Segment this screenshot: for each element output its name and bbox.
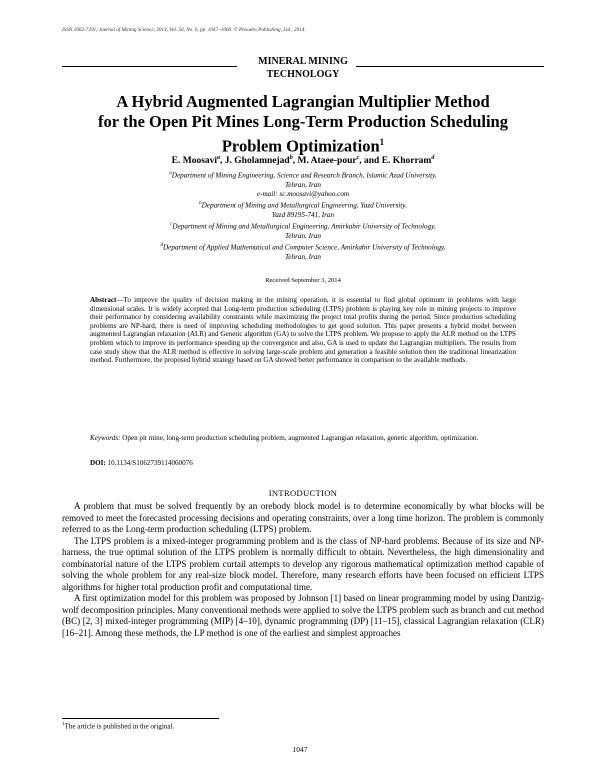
affiliation-b: $^b$Department of Mining and Metallurgical Engineering, Yazd University, xyxy=(199,201,407,210)
page-number: 1047 xyxy=(292,745,308,754)
abstract-label: Abstract xyxy=(90,296,117,304)
section-banner xyxy=(62,55,544,81)
keywords-text: Open pit mine, long-term production scheduling problem, augmented Lagrangian relaxation, genetic algorithm, optimization. xyxy=(122,434,479,442)
footnote-rule xyxy=(62,718,219,719)
paper-title xyxy=(62,92,544,157)
author-name: J. Gholamnejad xyxy=(224,156,290,167)
affiliations: $^a$Department of Mining Engineering, Science and Research Branch, Islamic Azad University, Tehran, Iran e-mail: sc.moosavi@yahoo.com $^b$Department of Mining and Metallurgical Engineering, Yazd University, Yazd 89195-741, Iran $^c$Department of Mining and Metallurgical Engineering, Amirkabir University of Technology, Tehran, Iran $^d$Department of Applied Mathematical and Computer Science, Amirkabir University of Technology, Tehran, Iran xyxy=(62,169,544,262)
author-name: E. Khorram xyxy=(381,156,432,167)
affiliation-a: $^a$Department of Mining Engineering, Science and Research Branch, Islamic Azad University, xyxy=(169,171,437,180)
paragraph: A first optimization model for this problem was proposed by Johnson [1] based on linear programming model by using Dantzig-wolf decomposition principles. Many conventional methods were applied to solve the LTPS problem such as branch and cut method (BC) [2, 3] mixed-integer programming (MIP) [4–10], dynamic programming (DP) [11–15], classical Lagrangian relaxation (CLR) [16–21]. Among these methods, the LP method is one of the earliest and simplest approaches xyxy=(62,593,544,638)
keywords xyxy=(90,434,516,443)
section-heading-introduction: INTRODUCTION xyxy=(268,488,338,498)
author-affil-mark: a xyxy=(217,155,221,161)
abstract-text: —To improve the quality of decision making in the mining operation, it is essential to find global optimum in problems with large dimensional scales. It is widely accepted that Long-term production scheduling (LTPS) problem is playing key role in mining projects to improve their performance by considering availability constraints while maximizing the project total profits during the period. Since production scheduling problems are NP-hard, there is need of improving scheduling methodologies to get good solution. This paper presents a hybrid model between augmented Lagrangian relaxation (ALR) and Genetic algorithm (GA) to solve the LTPS problem. We propose to apply the ALR method on the LTPS problem which to improve its performance speeding up the convergence and also, GA is used to update the Lagrangian multipliers. The results from case study show that the ALR method is effective in solving large-scale problem and generation a feasible solution then the traditional linearization method. Furthermore, the proposed hybrid strategy based on GA showed better performance in comparison to the available methods. xyxy=(90,296,516,365)
abstract xyxy=(90,296,516,365)
doi-label: DOI: xyxy=(90,459,106,467)
author-name: M. Ataee-pour xyxy=(297,156,357,167)
keywords-label: Keywords: xyxy=(90,434,121,442)
title-footnote-mark: 1 xyxy=(379,137,385,147)
section-line-1: MINERAL MINING xyxy=(258,56,348,67)
author-affil-mark: c xyxy=(356,155,360,161)
author-affil-mark: d xyxy=(431,155,435,161)
affiliation-d: $^d$Department of Applied Mathematical and Computer Science, Amirkabir University of Technology, xyxy=(160,243,446,252)
author-affil-mark: b xyxy=(289,155,293,161)
doi xyxy=(90,459,516,467)
received-date: Received September 3, 2014 xyxy=(265,277,341,284)
paragraph: A problem that must be solved frequently by an orebody block model is to determine economically by what blocks will be removed to meet the forecasted processing decisions and operating constraints, over a long time horizon. The problem is commonly referred to as the Long-term production scheduling (LTPS) problem. xyxy=(62,501,544,534)
author-email: e-mail: sc.moosavi@yahoo.com xyxy=(256,189,350,198)
body-text xyxy=(62,501,544,639)
title-line-3: Problem Optimization$^1$ xyxy=(221,136,385,156)
affiliation-c: $^c$Department of Mining and Metallurgical Engineering, Amirkabir University of Technology, xyxy=(170,222,436,231)
section-line-2: TECHNOLOGY xyxy=(266,69,340,80)
author-list: E. Moosavi$^a$, J. Gholamnejad$^b$, M. Ataee-pour$^c$, and E. Khorram$^d$ xyxy=(171,155,435,167)
paragraph: The LTPS problem is a mixed-integer programming problem and is the class of NP-hard problems. Because of its size and NP-harness, the true optimal solution of the LTPS problem is normally difficult to obtain. Nevertheless, the high dimensionality and combinatorial nature of the LTPS problem curtail attempts to develop any rigorous mathematical optimization method capable of solving the whole problem for any real-size block model. Therefore, many research efforts have been focused on efficient LTPS algorithms for higher total production profit and computational time. xyxy=(62,535,544,592)
title-line-2: for the Open Pit Mines Long-Term Production Scheduling xyxy=(98,112,508,131)
footnote: $^1$The article is published in the original. xyxy=(62,722,175,731)
running-header: ISSN 1062-7391, Journal of Mining Science, 2014, Vol. 50, No. 6, pp. 1047–1060. © Pleiades Publishing, Ltd., 2014. xyxy=(62,27,306,33)
title-line-1: A Hybrid Augmented Lagrangian Multiplier Method xyxy=(116,92,490,111)
doi-link[interactable]: 10.1134/S1062739114060076 xyxy=(107,459,193,467)
author-name: E. Moosavi xyxy=(171,156,218,167)
